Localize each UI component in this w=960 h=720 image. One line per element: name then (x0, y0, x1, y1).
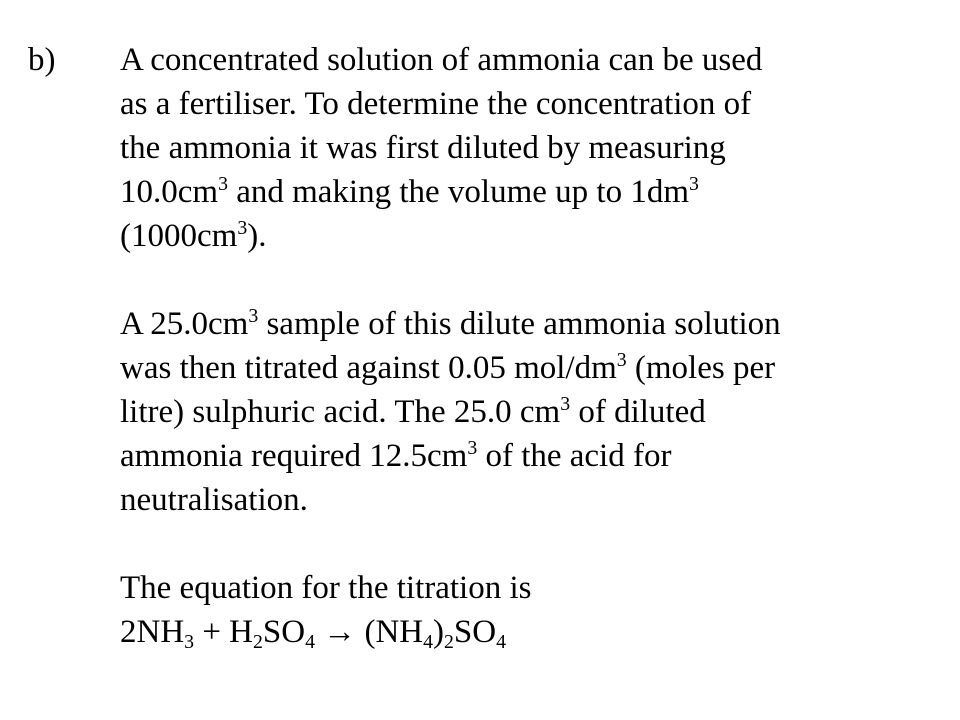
paragraph-gap (120, 522, 940, 566)
para2-line4-a: ammonia required 12.5cm (120, 438, 468, 474)
para2-line3-a: litre) sulphuric acid. The 25.0 cm (120, 394, 561, 430)
para2-line2-a: was then titrated against 0.05 mol/dm (120, 350, 617, 386)
equation-part: ) (433, 614, 445, 650)
para2-line3 (120, 390, 940, 434)
para2-line4 (120, 434, 940, 478)
para1-line4-a: 10.0cm (120, 174, 219, 210)
para3-line1: The equation for the titration is (120, 570, 532, 606)
para2-line1 (120, 302, 940, 346)
para2-line1-b: sample of this dilute ammonia solution (258, 306, 781, 342)
equation-part: SO (262, 614, 306, 650)
para2-line3-b: of diluted (570, 394, 706, 430)
para1-line2: as a fertiliser. To determine the concentration of (120, 86, 752, 122)
superscript-cubed: 3 (248, 304, 259, 327)
para2-line4-b: of the acid for (477, 438, 672, 474)
subscript-4: 4 (496, 631, 506, 654)
question-body (120, 38, 940, 654)
equation-part: SO (453, 614, 497, 650)
chemical-equation (120, 610, 940, 654)
para1-line5-a: (1000cm (120, 218, 238, 254)
para1-line3: the ammonia it was first diluted by measuring (120, 130, 726, 166)
para2-line2-b: (moles per (626, 350, 776, 386)
equation-part: 2NH (120, 614, 185, 650)
subscript-4: 4 (305, 631, 315, 654)
para2-line1-a: A 25.0cm (120, 306, 249, 342)
para2-line2 (120, 346, 940, 390)
para1-line5-b: ). (247, 218, 267, 254)
subscript-3: 3 (184, 631, 195, 654)
para1-line4-b: and making the volume up to 1dm (227, 174, 689, 210)
superscript-cubed: 3 (689, 172, 699, 195)
superscript-cubed: 3 (616, 348, 627, 371)
equation-part: → (NH (314, 614, 424, 650)
superscript-cubed: 3 (560, 392, 571, 415)
subscript-4: 4 (423, 631, 434, 654)
para1-line5 (120, 214, 940, 258)
paragraph-gap (120, 258, 940, 302)
question-marker: b) (28, 42, 56, 78)
para1-line4 (120, 170, 940, 214)
para1-line1: A concentrated solution of ammonia can be used (120, 42, 763, 78)
equation-part: + H (194, 614, 254, 650)
superscript-cubed: 3 (467, 436, 478, 459)
superscript-cubed: 3 (218, 172, 228, 195)
superscript-cubed: 3 (237, 216, 248, 239)
para2-line5: neutralisation. (120, 482, 308, 518)
subscript-2: 2 (444, 631, 454, 654)
subscript-2: 2 (253, 631, 263, 654)
